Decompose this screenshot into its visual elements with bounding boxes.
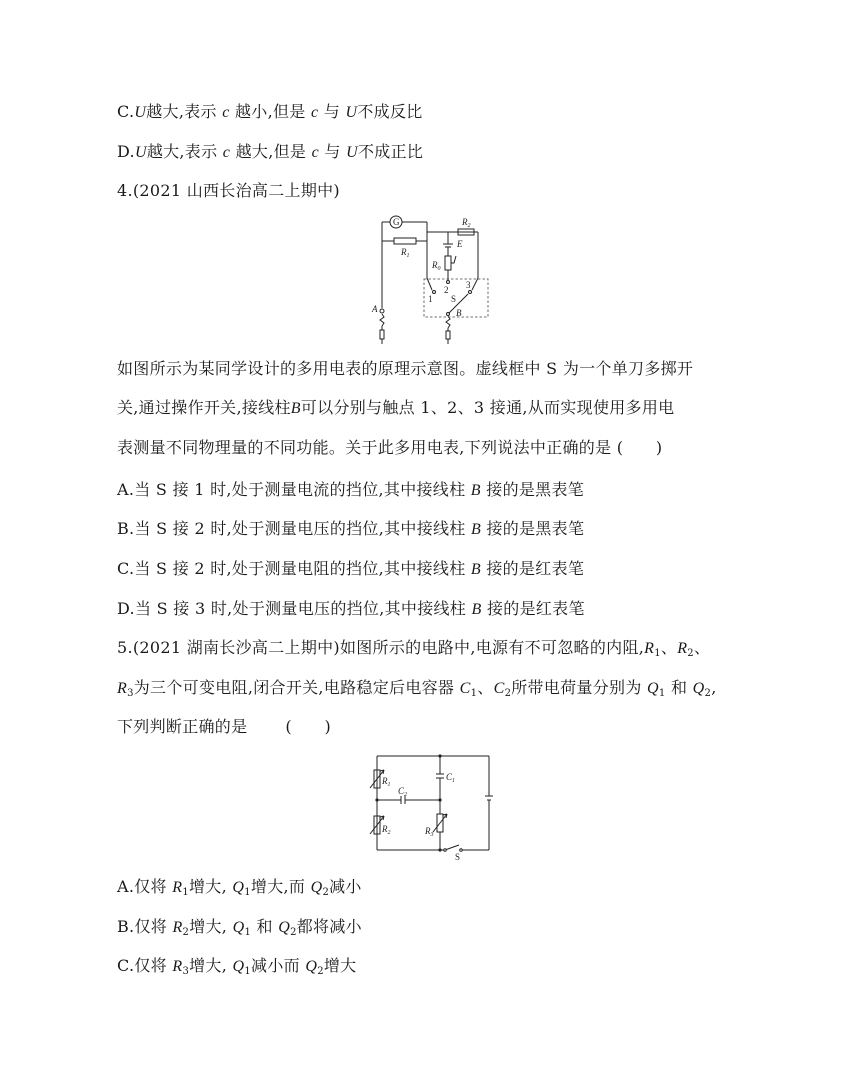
r2-label: $R_2$	[462, 217, 471, 229]
terminal-a-label: A	[372, 304, 378, 314]
q5-stem-line-3: 下列判断正确的是 ( )	[117, 717, 332, 736]
q4-stem-line-3: 表测量不同物理量的不同功能。关于此多用电表,下列说法中正确的是 ( )	[117, 438, 663, 457]
q4-option-b: B.当 S 接 2 时,处于测量电压的挡位,其中接线柱 B 接的是黑表笔	[117, 519, 585, 538]
galvanometer-label: G	[393, 217, 400, 227]
emf-label: E	[457, 239, 463, 249]
q5-stem-line-2: $R_3$为三个可变电阻,闭合开关,电路稳定后电容器 $C_1$、$C_2$所带电荷量分别为 $Q_1$ 和 $Q_2$,	[117, 678, 717, 699]
capacitor-circuit-diagram	[365, 752, 500, 862]
q4-option-d: D.当 S 接 3 时,处于测量电压的挡位,其中接线柱 B 接的是红表笔	[117, 599, 585, 618]
q4-stem-line-1: 如图所示为某同学设计的多用电表的原理示意图。虚线框中 S 为一个单刀多掷开	[117, 359, 694, 378]
contact-3-label: 3	[466, 280, 471, 290]
q3-option-c: C.U越大,表示 c 越小,但是 c 与 U不成反比	[117, 102, 423, 121]
q5-option-c: C.仅将 $R_3$增大, $Q_1$减小而 $Q_2$增大	[117, 956, 357, 977]
r1-label: $R_1$	[382, 776, 391, 788]
contact-1-label: 1	[428, 294, 433, 304]
c1-label: $C_1$	[446, 772, 456, 784]
q5-stem-line-1: 5.(2021 湖南长沙高二上期中)如图所示的电路中,电源有不可忽略的内阻$,R_1$、$R_2$、	[117, 638, 711, 659]
q4-header: 4.(2021 山西长治高二上期中)	[117, 181, 340, 200]
q5-option-b: B.仅将 $R_2$增大, $Q_1$ 和 $Q_2$都将减小	[117, 917, 362, 938]
r3-label: $R_3$	[425, 826, 434, 838]
r0-label: $R_0$	[432, 260, 441, 272]
c2-label: $C_2$	[398, 786, 408, 798]
q5-option-a: A.仅将 $R_1$增大, $Q_1$增大,而 $Q_2$减小	[117, 877, 362, 898]
contact-2-label: 2	[444, 285, 449, 295]
switch-label: S	[455, 852, 461, 862]
terminal-b-label: B	[456, 308, 462, 318]
r2-label: $R_2$	[382, 824, 391, 836]
q3-option-d: D.U越大,表示 c 越大,但是 c 与 U不成正比	[117, 142, 424, 161]
multimeter-circuit-diagram	[370, 210, 495, 345]
q4-option-a: A.当 S 接 1 时,处于测量电流的挡位,其中接线柱 B 接的是黑表笔	[117, 480, 585, 499]
q4-stem-line-2: 关,通过操作开关,接线柱B可以分别与触点 1、2、3 接通,从而实现使用多用电	[117, 398, 675, 417]
r1-label: $R_1$	[401, 247, 410, 259]
switch-label: S	[451, 294, 457, 304]
q4-option-c: C.当 S 接 2 时,处于测量电阻的挡位,其中接线柱 B 接的是红表笔	[117, 559, 585, 578]
